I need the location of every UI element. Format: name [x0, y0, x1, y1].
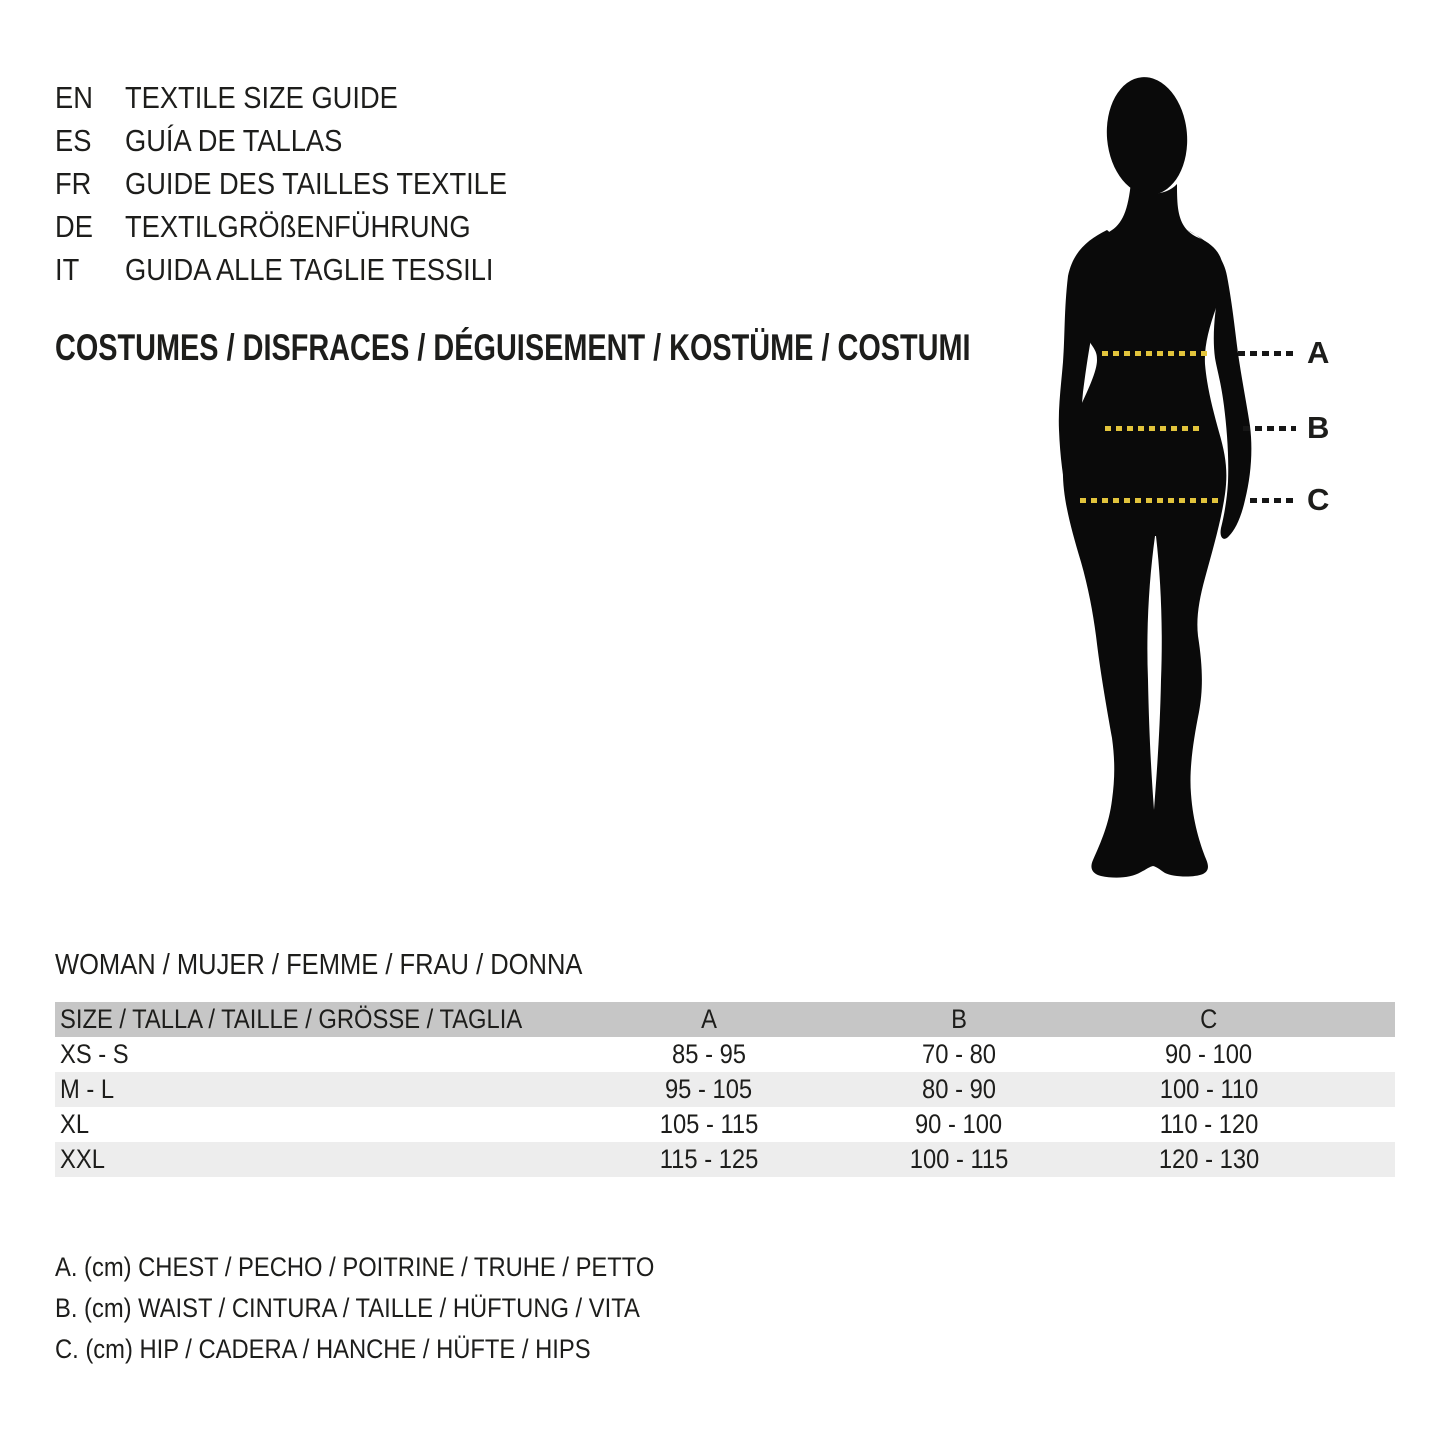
waist-value: 90 - 100 — [915, 1109, 1003, 1139]
waist-cell — [834, 1037, 1084, 1072]
table-row-xl — [55, 1107, 1395, 1142]
guide-title-fr: GUIDE DES TAILLES TEXTILE — [125, 166, 508, 201]
hip-cell — [1084, 1072, 1334, 1107]
guide-title-it: GUIDA ALLE TAGLIE TESSILI — [125, 252, 494, 287]
spacer-cell — [1334, 1072, 1395, 1107]
size-table-header-row — [55, 1002, 1395, 1037]
size-header-text: SIZE / TALLA / TAILLE / GRÖSSE / TAGLIA — [60, 1004, 523, 1034]
language-code: EN — [55, 80, 93, 115]
chest-cell — [584, 1142, 834, 1177]
col-a-header-text: A — [701, 1004, 717, 1034]
col-b-header-text: B — [951, 1004, 967, 1034]
size-value: M - L — [60, 1074, 115, 1104]
measure-line-b-outer — [1243, 426, 1296, 431]
hip-value: 100 - 110 — [1159, 1074, 1259, 1104]
hip-value: 110 - 120 — [1159, 1109, 1259, 1139]
legend-hip-text: C. (cm) HIP / CADERA / HANCHE / HÜFTE / HIPS — [55, 1334, 591, 1364]
legend-row-hip — [55, 1329, 736, 1370]
size-table — [55, 1002, 1395, 1177]
hip-cell — [1084, 1037, 1334, 1072]
hip-value: 90 - 100 — [1165, 1039, 1253, 1069]
measure-line-c-outer — [1250, 498, 1296, 503]
measure-label-c: C — [1307, 482, 1330, 517]
waist-value: 100 - 115 — [909, 1144, 1009, 1174]
size-value: XXL — [60, 1144, 105, 1174]
category-title-text: COSTUMES / DISFRACES / DÉGUISEMENT / KOSTÜME / COSTUMI — [55, 327, 971, 368]
legend-row-waist — [55, 1288, 736, 1329]
size-value: XL — [60, 1109, 90, 1139]
measurement-legend — [55, 1247, 736, 1370]
size-table-header-b — [834, 1002, 1084, 1037]
table-section-title-text: WOMAN / MUJER / FEMME / FRAU / DONNA — [55, 949, 583, 981]
measure-line-b-inner — [1105, 426, 1203, 431]
spacer-cell — [1334, 1142, 1395, 1177]
size-value: XS - S — [60, 1039, 129, 1069]
chest-value: 105 - 115 — [659, 1109, 759, 1139]
language-row-it — [55, 248, 559, 291]
measure-label-b: B — [1307, 410, 1330, 445]
table-row-m-l — [55, 1072, 1395, 1107]
waist-cell — [834, 1072, 1084, 1107]
size-cell — [55, 1037, 584, 1072]
measure-line-a-inner — [1102, 351, 1210, 356]
language-row-fr — [55, 162, 559, 205]
language-row-de — [55, 205, 559, 248]
size-cell — [55, 1142, 584, 1177]
hip-cell — [1084, 1107, 1334, 1142]
language-code: FR — [55, 166, 92, 201]
measurement-figure — [1000, 70, 1445, 900]
language-code: IT — [55, 252, 80, 287]
language-row-es — [55, 119, 559, 162]
hip-cell — [1084, 1142, 1334, 1177]
language-row-en — [55, 76, 559, 119]
table-row-xxl — [55, 1142, 1395, 1177]
measure-line-a-outer — [1238, 351, 1296, 356]
size-table-header-c — [1084, 1002, 1334, 1037]
chest-cell — [584, 1107, 834, 1142]
language-title-list — [55, 76, 559, 291]
waist-value: 80 - 90 — [922, 1074, 996, 1104]
guide-title-es: GUÍA DE TALLAS — [125, 123, 343, 158]
spacer-cell — [1334, 1107, 1395, 1142]
woman-silhouette — [1035, 70, 1275, 890]
chest-value: 85 - 95 — [672, 1039, 746, 1069]
language-code: DE — [55, 209, 93, 244]
spacer-cell — [1334, 1037, 1395, 1072]
legend-chest-text: A. (cm) CHEST / PECHO / POITRINE / TRUHE / PETTO — [55, 1252, 655, 1282]
chest-value: 115 - 125 — [659, 1144, 759, 1174]
size-table-header-size — [55, 1002, 584, 1037]
legend-row-chest — [55, 1247, 736, 1288]
table-section-title — [55, 948, 654, 982]
guide-title-en: TEXTILE SIZE GUIDE — [125, 80, 398, 115]
waist-value: 70 - 80 — [922, 1039, 996, 1069]
legend-waist-text: B. (cm) WAIST / CINTURA / TAILLE / HÜFTUNG / VITA — [55, 1293, 640, 1323]
measure-label-a: A — [1307, 335, 1330, 370]
size-table-header-a — [584, 1002, 834, 1037]
chest-cell — [584, 1037, 834, 1072]
col-c-header-text: C — [1200, 1004, 1218, 1034]
hip-value: 120 - 130 — [1158, 1144, 1260, 1174]
size-cell — [55, 1107, 584, 1142]
waist-cell — [834, 1107, 1084, 1142]
guide-title-de: TEXTILGRÖßENFÜHRUNG — [125, 209, 471, 244]
silhouette-head — [1102, 74, 1192, 199]
chest-value: 95 - 105 — [665, 1074, 753, 1104]
measure-line-c-inner — [1080, 498, 1218, 503]
size-cell — [55, 1072, 584, 1107]
size-table-header-spacer — [1334, 1002, 1395, 1037]
chest-cell — [584, 1072, 834, 1107]
language-code: ES — [55, 123, 92, 158]
table-row-xs-s — [55, 1037, 1395, 1072]
waist-cell — [834, 1142, 1084, 1177]
